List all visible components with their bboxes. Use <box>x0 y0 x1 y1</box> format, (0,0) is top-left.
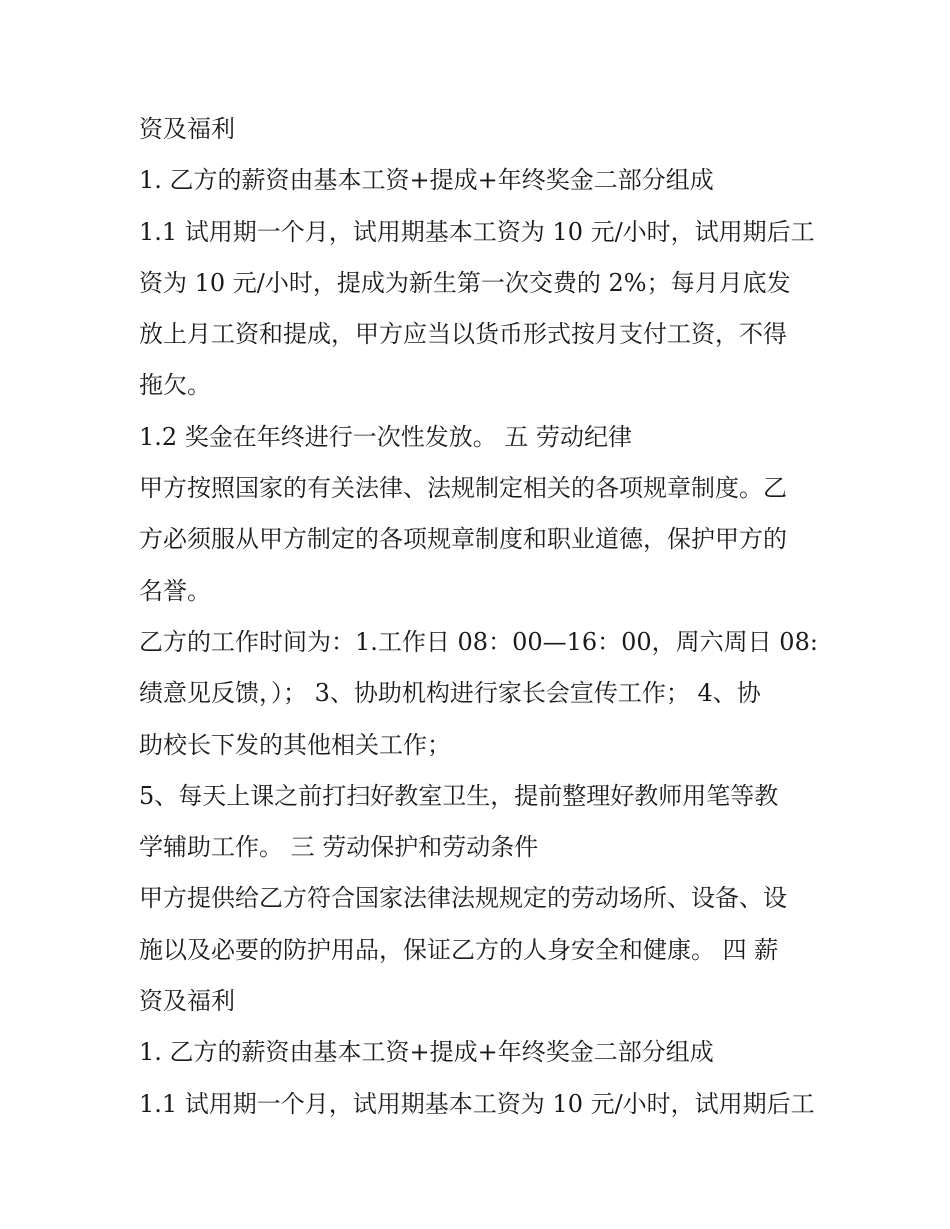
text-line-20: 1.1 试用期一个月，试用期基本工资为 10 元/小时，试用期后工 <box>139 1089 815 1118</box>
text-line-15: 学辅助工作。 三 劳动保护和劳动条件 <box>139 833 539 862</box>
document-body <box>139 104 829 1130</box>
text-line-17: 施以及必要的防护用品，保证乙方的人身安全和健康。 四 薪 <box>139 935 779 964</box>
text-line-5: 放上月工资和提成，甲方应当以货币形式按月支付工资，不得 <box>139 320 787 349</box>
text-line-1: 资及福利 <box>139 115 235 143</box>
text-line-13: 助校长下发的其他相关工作； <box>139 730 451 759</box>
text-line-19: 1. 乙方的薪资由基本工资+提成+年终奖金二部分组成 <box>139 1038 714 1067</box>
text-line-7: 1.2 奖金在年终进行一次性发放。 五 劳动纪律 <box>139 422 633 451</box>
text-line-18: 资及福利 <box>139 987 235 1016</box>
text-line-11: 乙方的工作时间为：1.工作日 08：00—16：00，周六周日 08: <box>139 627 818 656</box>
text-line-6: 拖欠。 <box>139 371 211 400</box>
text-line-4: 资为 10 元/小时，提成为新生第一次交费的 2%；每月月底发 <box>139 268 791 297</box>
text-line-12: 绩意见反馈，）； 3、协助机构进行家长会宣传工作； 4、协 <box>139 679 761 708</box>
text-line-10: 名誉。 <box>139 576 211 605</box>
text-line-8: 甲方按照国家的有关法律、法规制定相关的各项规章制度。乙 <box>139 474 787 503</box>
text-line-3: 1.1 试用期一个月，试用期基本工资为 10 元/小时，试用期后工 <box>139 217 815 246</box>
text-line-16: 甲方提供给乙方符合国家法律法规规定的劳动场所、设备、设 <box>139 884 787 913</box>
text-line-9: 方必须服从甲方制定的各项规章制度和职业道德，保护甲方的 <box>139 525 787 554</box>
text-line-14: 5、每天上课之前打扫好教室卫生，提前整理好教师用笔等教 <box>139 781 779 810</box>
text-line-2: 1. 乙方的薪资由基本工资+提成+年终奖金二部分组成 <box>139 166 714 195</box>
